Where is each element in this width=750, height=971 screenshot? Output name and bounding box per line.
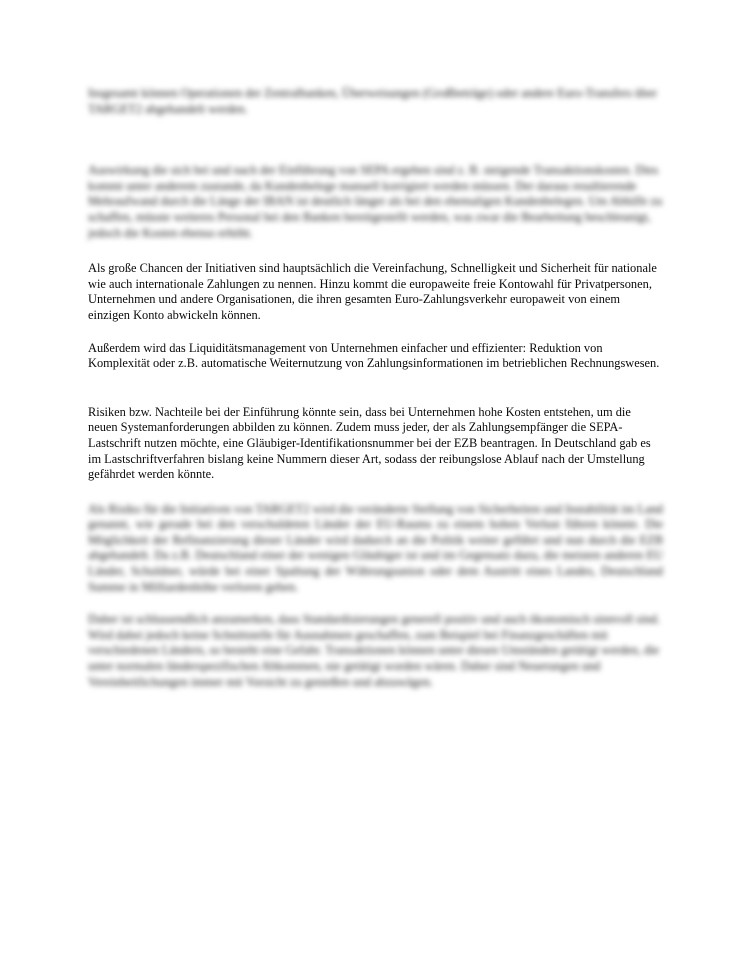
paragraph-conclusion: Daher ist schlussendlich anzumerken, dass Standardisierungen generell positiv und auch ökonomisch sinnvoll sind. Wird dabei jedoch keine Schnittstelle für Ausnahmen geschaffen, zum Beispiel bei Finanzgeschäften mit verschiedenen Ländern, so besteht eine Gefahr. Transaktionen können unter diesen Umständen getätigt werden, die unter normalen länderspezifischen Abkommen, nie getätigt worden wären. Daher sind Neuerungen und Vereinheitlichungen immer mit Vorsicht zu genießen und abzuwägen. [88,612,660,689]
paragraph-chances: Als große Chancen der Initiativen sind hauptsächlich die Vereinfachung, Schnelligkeit und Sicherheit für nationale wie auch internationale Zahlungen zu nennen. Hinzu kommt die europaweite freie Kontowahl für Privatpersonen, Unternehmen und andere Organisationen, die ihren gesamten Euro-Zahlungsverkehr europaweit von einem einzigen Konto abwickeln können. [88,261,657,322]
paragraph-target2-operations: Insgesamt können Operationen der Zentralbanken, Überweisungen (Großbeträge) oder andere Euro-Transfers über TARGET2 abgehandelt werden. [88,86,657,116]
document-page [88,86,663,690]
paragraph-sepa-effects: Auswirkung die sich bei und nach der Einführung von SEPA ergeben sind z. B. steigende Transaktionskosten. Dies kommt unter anderem zustande, da Kundenbelege manuell korrigiert werden müssen. Der daraus resultierende Mehraufwand durch die Länge der IBAN ist deutlich länger als bei den ehemaligen Kundenbelegen. Um Abhilfe zu schaffen, müsste weiteres Personal bei den Banken bereitgestellt werden, was zwar die Bearbeitung beschleunigt, jedoch die Kosten ebenso erhöht. [88,163,663,240]
paragraph-risks: Risiken bzw. Nachteile bei der Einführung könnte sein, dass bei Unternehmen hohe Kosten entstehen, um die neuen Systemanforderungen abbilden zu können. Zudem muss jeder, der als Zahlungsempfänger die SEPA-Lastschrift nutzen möchte, eine Gläubiger-Identifikationsnummer bei der EZB beantragen. In Deutschland gab es im Lastschriftverfahren bislang keine Nummern dieser Art, sodass der reibungslose Ablauf nach der Umstellung gefährdet werden könnte. [88,404,651,482]
paragraph-target2-risks: Als Risiko für die Initiativen von TARGET2 wird die veränderte Stellung von Sicherheiten und Instabilität im Land genannt, wie gerade bei den verschuldeten Länder der EU-Raums zu einem hohen Verlust führen könnte. Die Möglichkeit der Refinanzierung dieser Länder wird dadurch an die Politik weiter geführt und nun durch die EZB abgehandelt. Da z.B. Deutschland einer der wenigen Gläubiger ist und im Gegensatz dazu, die meisten anderen EU Länder, Schuldner, würde bei einer Spaltung der Währungsunion oder dem Austritt eines Landes, Deutschland Summe in Milliardenhöhe verloren gehen. [88,501,663,594]
paragraph-liquidity-management: Außerdem wird das Liquiditätsmanagement von Unternehmen einfacher und effizienter: Reduktion von Komplexität oder z.B. automatische Weiternutzung von Zahlungsinformationen im betrieblichen Rechnungswesen. [88,340,660,371]
